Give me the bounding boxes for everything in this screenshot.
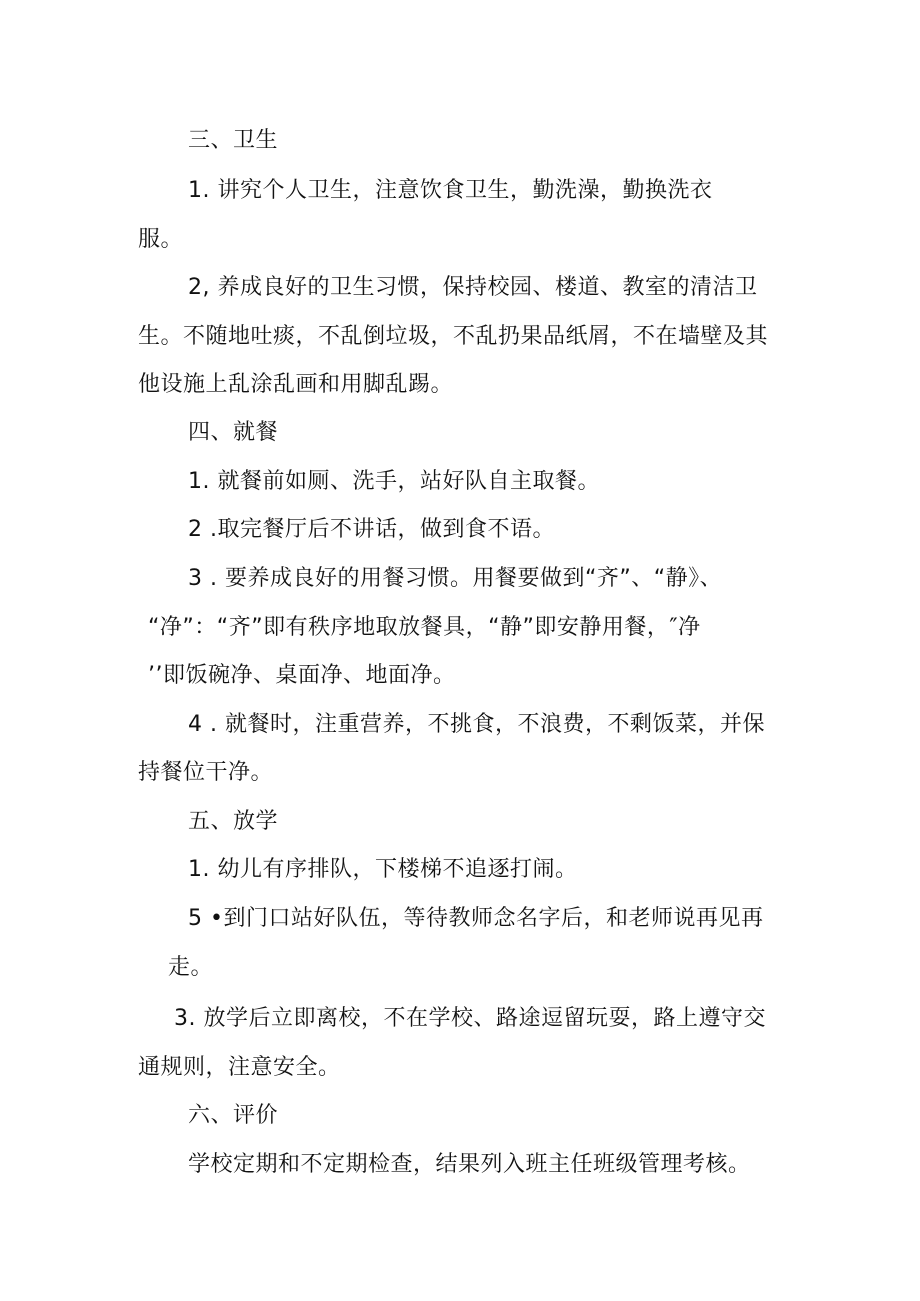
section-heading-hygiene: 三、卫生 (188, 128, 279, 153)
paragraph-line: 1. 讲究个人卫生，注意饮食卫生，勤洗澡，勤换洗衣 (188, 178, 713, 203)
paragraph-line: 5 •到门口站好队伍，等待教师念名字后，和老师说再见再 (188, 906, 764, 931)
paragraph-line: 2 .取完餐厅后不讲话，做到食不语。 (188, 517, 555, 542)
paragraph-line: 1. 就餐前如厕、洗手，站好队自主取餐。 (188, 469, 600, 494)
paragraph-line: 生。不随地吐痰，不乱倒垃圾，不乱扔果品纸屑，不在墙壁及其 (138, 324, 769, 349)
section-heading-dining: 四、就餐 (188, 420, 279, 445)
paragraph-line: 服。 (138, 227, 184, 252)
paragraph-line: “净”：“齐”即有秩序地取放餐具，“静”即安静用餐，″净 (148, 615, 701, 640)
paragraph-line: 4 . 就餐时，注重营养，不挑食，不浪费，不剩饭菜，并保 (188, 712, 765, 737)
paragraph-line: 他设施上乱涂乱画和用脚乱踢。 (138, 372, 454, 397)
paragraph-line: 2, 养成良好的卫生习惯，保持校园、楼道、教室的清洁卫 (188, 275, 758, 300)
paragraph-line: ’’即饭碗净、桌面净、地面净。 (148, 663, 456, 688)
paragraph-line: 持餐位干净。 (138, 760, 274, 785)
paragraph-line: 通规则，注意安全。 (138, 1055, 341, 1080)
section-heading-evaluation: 六、评价 (188, 1103, 279, 1128)
paragraph-line: 学校定期和不定期检查，结果列入班主任班级管理考核。 (188, 1152, 751, 1177)
paragraph-line: 3 . 要养成良好的用餐习惯。用餐要做到“齐”、“静》、 (188, 566, 723, 591)
paragraph-line: 走。 (168, 955, 214, 980)
paragraph-line: 3. 放学后立即离校，不在学校、路途逗留玩耍，路上遵守交 (174, 1006, 766, 1031)
paragraph-line: 1. 幼儿有序排队，下楼梯不追逐打闹。 (188, 857, 578, 882)
section-heading-dismissal: 五、放学 (188, 809, 279, 834)
